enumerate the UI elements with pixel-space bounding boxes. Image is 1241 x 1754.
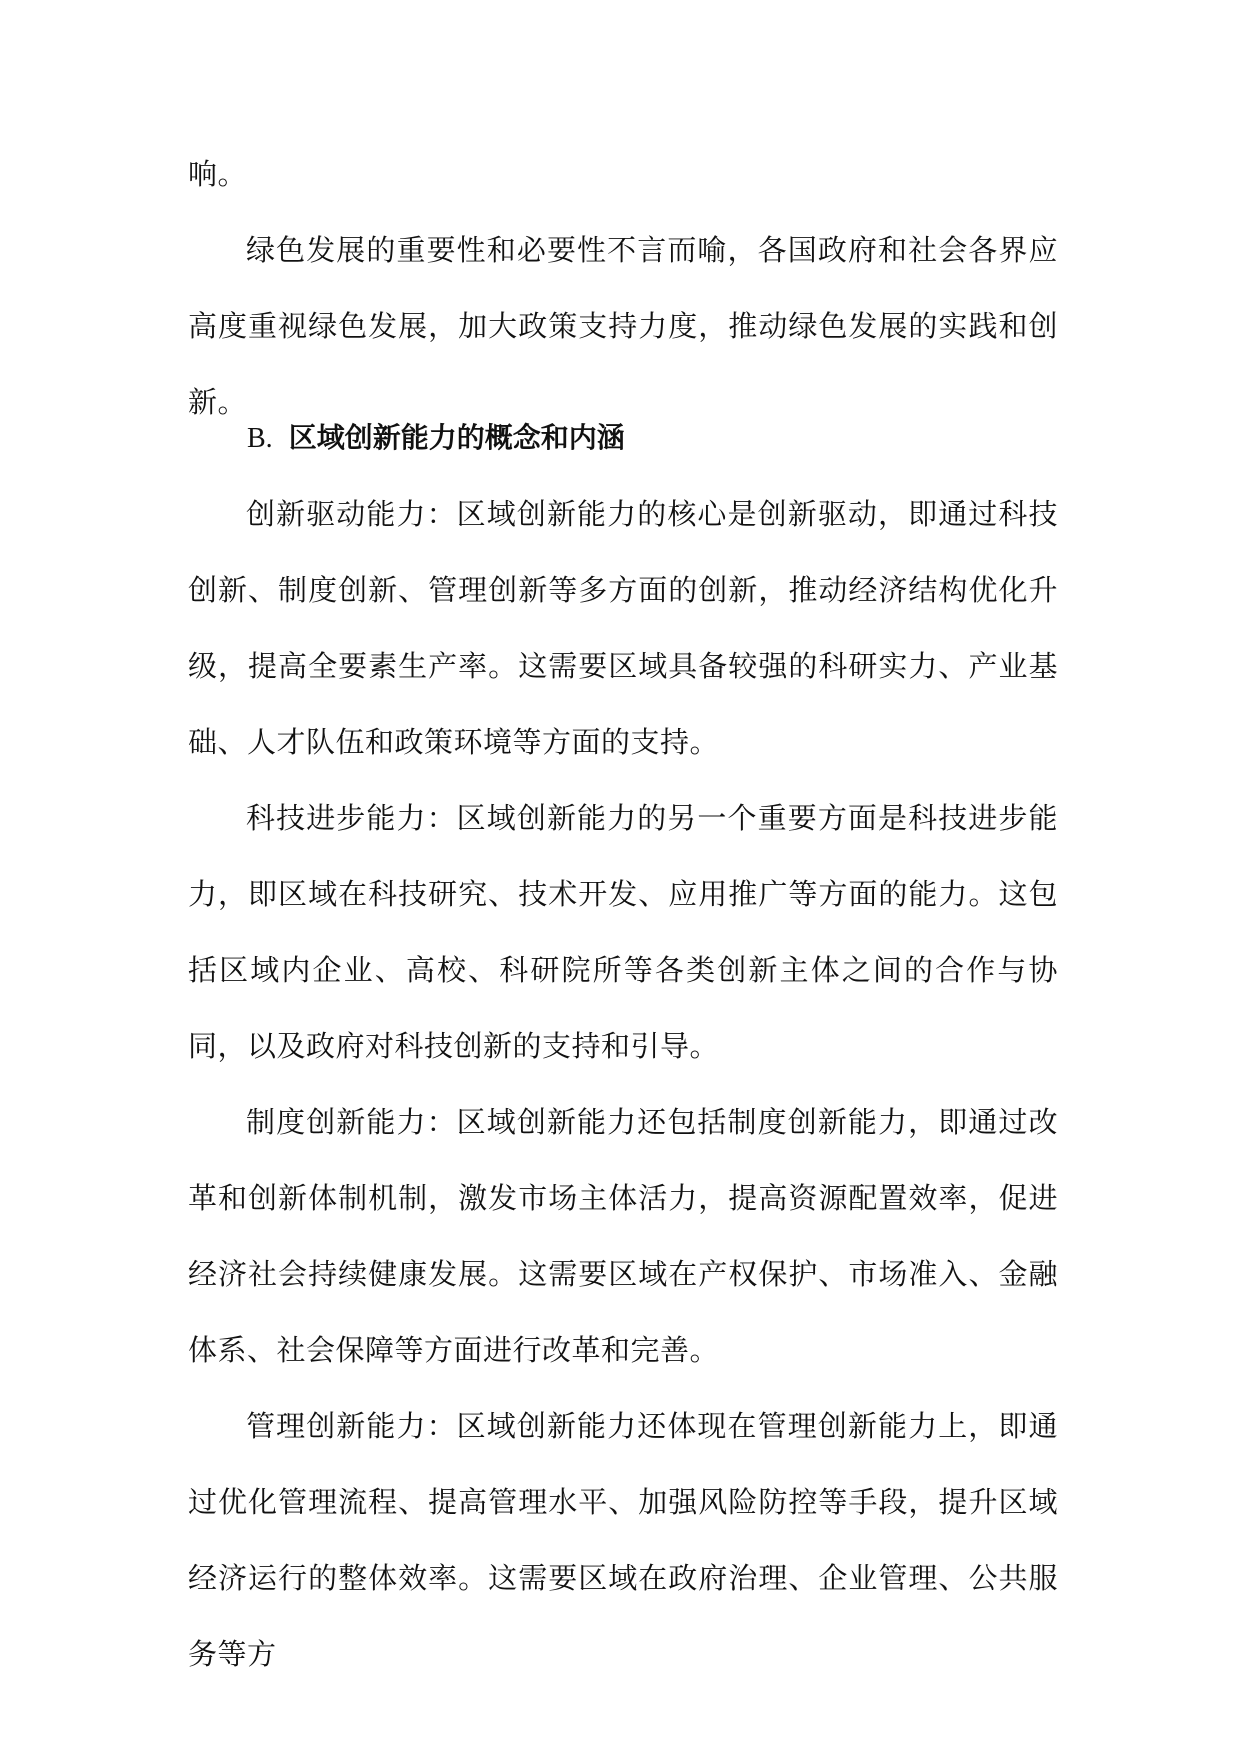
top-text-block (188, 136, 1058, 440)
paragraph-green-development: 绿色发展的重要性和必要性不言而喻，各国政府和社会各界应高度重视绿色发展，加大政策支持力度，推动绿色发展的实践和创新。 (188, 233, 1058, 419)
section-heading (247, 400, 625, 477)
section-title: 区域创新能力的概念和内涵 (288, 421, 625, 454)
paragraph-tech-progress: 科技进步能力：区域创新能力的另一个重要方面是科技进步能力，即区域在科技研究、技术开发、应用推广等方面的能力。这包括区域内企业、高校、科研院所等各类创新主体之间的合作与协同，以及政府对科技创新的支持和引导。 (188, 801, 1058, 1063)
section-number: B. (247, 423, 273, 454)
paragraph-management-innovation: 管理创新能力：区域创新能力还体现在管理创新能力上，即通过优化管理流程、提高管理水平、加强风险防控等手段，提升区域经济运行的整体效率。这需要区域在政府治理、企业管理、公共服务等方 (188, 1409, 1058, 1671)
paragraph-innovation-driven: 创新驱动能力：区域创新能力的核心是创新驱动，即通过科技创新、制度创新、管理创新等多方面的创新，推动经济结构优化升级，提高全要素生产率。这需要区域具备较强的科研实力、产业基础、人才队伍和政策环境等方面的支持。 (188, 497, 1058, 759)
paragraph-continuation: 响。 (188, 157, 248, 191)
body-text-block (188, 476, 1058, 1692)
paragraph-institutional-innovation: 制度创新能力：区域创新能力还包括制度创新能力，即通过改革和创新体制机制，激发市场主体活力，提高资源配置效率，促进经济社会持续健康发展。这需要区域在产权保护、市场准入、金融体系、社会保障等方面进行改革和完善。 (188, 1105, 1058, 1367)
